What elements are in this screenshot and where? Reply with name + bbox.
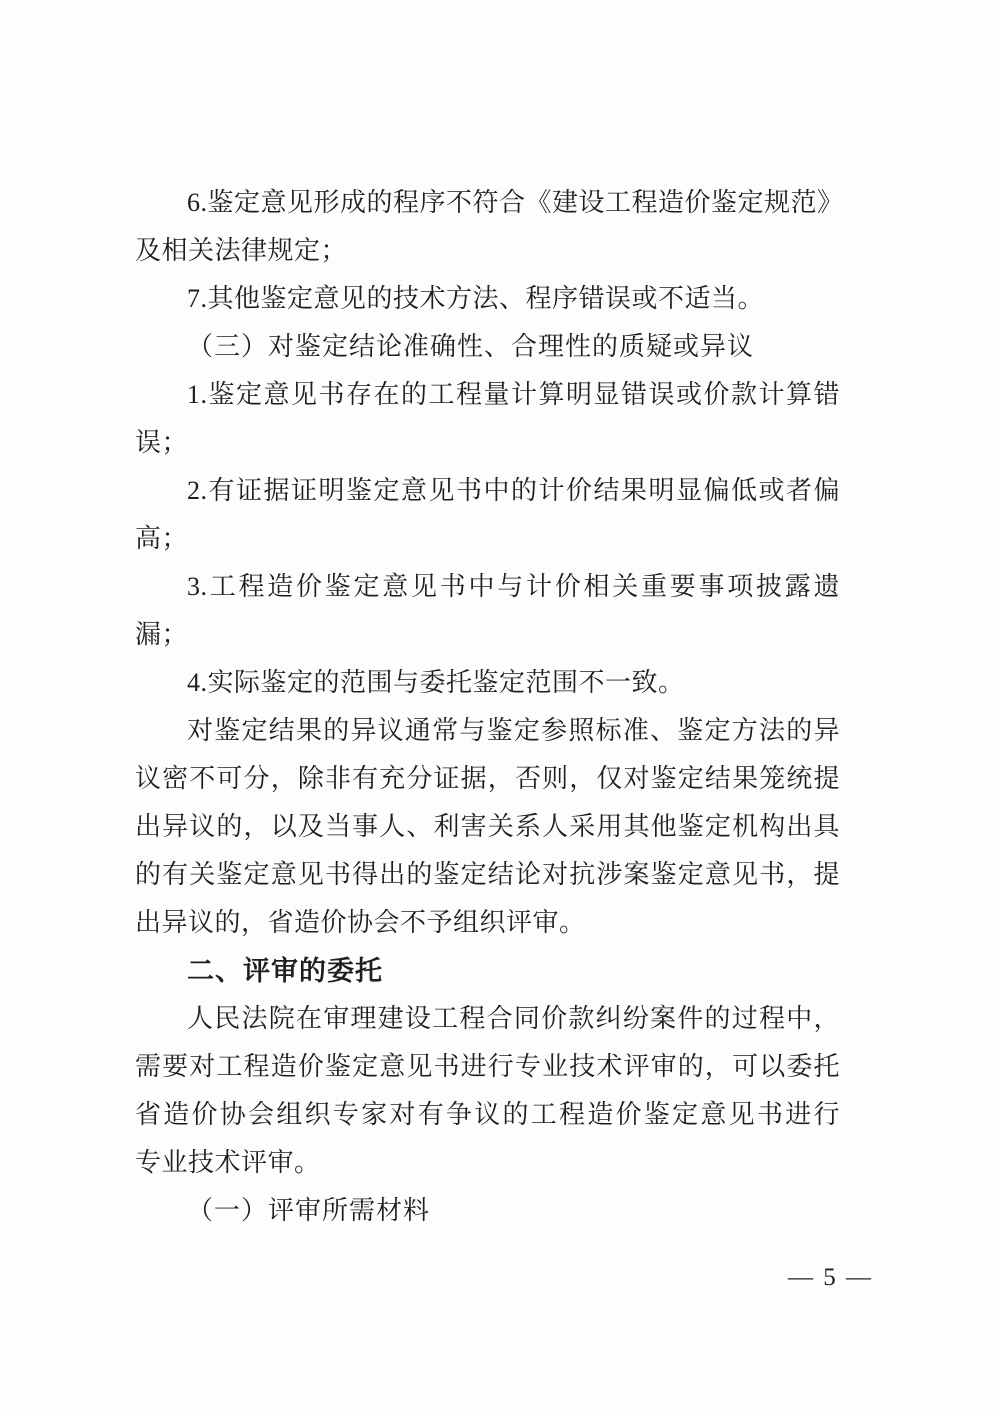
text-line: 漏； (135, 620, 189, 649)
text-line: 2.有证据证明鉴定意见书中的计价结果明显偏低或者偏 (187, 476, 840, 505)
text-line: （一）评审所需材料 (187, 1196, 431, 1225)
text-line: 人民法院在审理建设工程合同价款纠纷案件的过程中， (187, 1004, 840, 1033)
text-line: （三）对鉴定结论准确性、合理性的质疑或异议 (187, 332, 755, 361)
text-line: 出异议的，省造价协会不予组织评审。 (135, 908, 586, 937)
text-line: 的有关鉴定意见书得出的鉴定结论对抗涉案鉴定意见书，提 (135, 860, 840, 889)
text-line: 对鉴定结果的异议通常与鉴定参照标准、鉴定方法的异 (187, 716, 840, 745)
text-line: 3.工程造价鉴定意见书中与计价相关重要事项披露遗 (187, 572, 840, 601)
text-line: 出异议的，以及当事人、利害关系人采用其他鉴定机构出具 (135, 812, 840, 841)
text-line: 误； (135, 428, 189, 457)
text-line: 1.鉴定意见书存在的工程量计算明显错误或价款计算错 (187, 380, 840, 409)
text-line: 及相关法律规定； (135, 236, 348, 265)
document-body (135, 179, 844, 1235)
text-line: 高； (135, 524, 189, 553)
text-line: 议密不可分，除非有充分证据，否则，仅对鉴定结果笼统提 (135, 764, 840, 793)
text-line: 省造价协会组织专家对有争议的工程造价鉴定意见书进行 (135, 1100, 840, 1129)
text-line: 需要对工程造价鉴定意见书进行专业技术评审的，可以委托 (135, 1052, 840, 1081)
text-line: 6.鉴定意见形成的程序不符合《建设工程造价鉴定规范》 (187, 188, 844, 217)
text-line: 专业技术评审。 (135, 1148, 321, 1177)
text-line: 7.其他鉴定意见的技术方法、程序错误或不适当。 (187, 284, 765, 313)
page-number: — 5 — (788, 1264, 873, 1291)
text-line: 二、评审的委托 (187, 956, 383, 986)
text-line: 4.实际鉴定的范围与委托鉴定范围不一致。 (187, 668, 685, 697)
